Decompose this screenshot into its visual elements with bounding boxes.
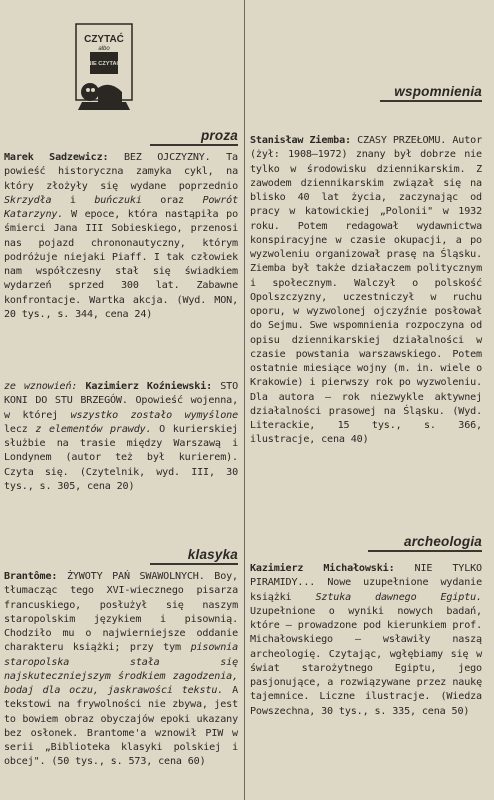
article-author: Brantôme:	[4, 571, 58, 582]
article-author: Kazimierz Michałowski:	[250, 563, 395, 574]
article-text: Boy, tłumacząc tego XVI-wiecznego pisarza francuskiego, posłużył się naszym staropolskim językiem i pisownią. Chodziło mu o najwierniejsze oddanie charakteru książki; przy tym	[4, 571, 238, 654]
section-label-archeologia: archeologia	[404, 534, 482, 549]
article-prefix: ze wznowień:	[4, 381, 78, 392]
article-text: A tekstowi na frywolności nie zbywa, jest to bowiem obraz obyczajów epoki ukazany bez osłonek. Brantome'a wznowił PIW w serii „Biblioteka klasyki polskiej i obcej". (50 tys., s. 573, cena 60)	[4, 685, 238, 768]
section-head-klasyka	[150, 547, 238, 565]
column-divider	[244, 0, 245, 800]
article-title: STO KONI DO STU BRZEGÓW.	[4, 381, 238, 407]
article-brantome	[4, 570, 238, 770]
article-author: Kazimierz Koźniewski:	[85, 381, 213, 392]
article-title: NIE TYLKO PIRAMIDY...	[250, 563, 482, 589]
logo-text-3: NIE CZYTAĆ	[87, 61, 121, 67]
article-emphasis: wszystko zostało wymyślone	[70, 409, 238, 421]
article-title: ŻYWOTY PAŃ SWAWOLNYCH.	[66, 571, 205, 582]
section-label-wspomnienia: wspomnienia	[394, 84, 482, 99]
article-text: W epoce, która nastąpiła po śmierci Jana III Sobieskiego, przenosi nas pojazd chrononautyczny, którym podróżuje niejaki Piaff. I tak człowiek nam współczesny stał się świadkiem wydarzeń sprzed 300 lat. Zabawne konfrontacje. Wartka akcja. (Wyd. MON, 20 tys., s. 344, cena 24)	[4, 209, 238, 320]
article-text: Uzupełnione o wyniki nowych badań, które — prowadzone pod kierunkiem prof. Michałowskiego — wsławiły naszą archeologię. Czytając, wgłębiamy się w świat starożytnego Egiptu, jego pasjonujące, a rozwiązywane przez naukę tajemnice. Liczne ilustracje. (Wiedza Powszechna, 30 tys., s. 335, cena 50)	[250, 605, 482, 717]
section-head-archeologia	[368, 534, 482, 552]
logo-text-2: albo	[98, 46, 110, 52]
article-author: Stanisław Ziemba:	[250, 135, 351, 146]
article-author: Marek Sadzewicz:	[4, 152, 109, 163]
article-text: lecz	[4, 423, 28, 435]
book-title: Sztuka dawnego Egiptu.	[315, 591, 482, 603]
article-title: BEZ OJCZYZNY.	[123, 152, 211, 163]
article-emphasis: z elementów prawdy.	[35, 423, 152, 435]
right-column	[250, 0, 488, 800]
article-text: O kurierskiej służbie na trasie między Warszawą i Londynem (autor też był kurierem). Czyta się. (Czytelnik, wyd. III, 30 tys., s. 305, cena 20)	[4, 423, 238, 492]
article-text: Ta powieść historyczna zamyka cykl, na który złożyły się wydane poprzednio	[4, 152, 238, 192]
article-text: Opowieść wojenna, w której	[4, 395, 238, 421]
article-michalowski	[250, 562, 482, 719]
article-text: Autor (żył: 1908—1972) znany był dobrze nie tylko w środowisku dziennikarskim. Z zawodem dziennikarskim związał się na blisko 40 lat życia, zaczynając od pracy w katowickiej „Polonii" w 1932 roku. Potem redagował wydawnictwa konspiracyjne w czasie okupacji, a po wyzwoleniu organizował prasę na Śląsku. Ziemba był także działaczem politycznym i społecznym. Walczył o polskość Opolszczyzny, uczestniczył w ruchu oporu, w wyzwolonej ojczyźnie posłował do Sejmu. Swe wspomnienia rozpoczyna od opisu dziennikarskiej działalności w czasie powstania warszawskiego. Potem ostatnie miesiące wojny (m. in. wiele o Krakowie) i pierwszy rok po wyzwoleniu. Dla autora — rok niezwykle aktywnej działalności prasowej na Śląsku. (Wyd. Literackie, 15 tys., s. 366, ilustracje, cena 40)	[250, 135, 482, 446]
article-text: oraz	[160, 194, 184, 206]
left-column	[4, 0, 240, 800]
czytac-albo-nie-czytac-logo	[68, 18, 140, 118]
article-sadzewicz	[4, 151, 238, 322]
book-title: Skrzydła	[4, 194, 52, 206]
book-title: buńczuki	[94, 194, 142, 206]
article-kozniewski	[4, 380, 238, 494]
section-label-klasyka: klasyka	[187, 547, 238, 562]
section-head-proza	[150, 128, 238, 146]
article-title: CZASY PRZEŁOMU.	[357, 135, 447, 146]
section-label-proza: proza	[200, 128, 238, 143]
section-head-wspomnienia	[380, 84, 482, 102]
book-title: Powrót Katarzyny.	[4, 194, 238, 220]
article-text: Nowe uzupełnione wydanie książki	[250, 577, 482, 603]
article-text: i	[69, 194, 76, 206]
logo-text-1: CZYTAĆ	[84, 34, 124, 45]
article-emphasis: pisownia staropolska stała się najskuteczniejszym środkiem zagodzenia, bodaj dla oczu, jaskrawości tekstu.	[4, 642, 238, 696]
article-ziemba	[250, 134, 482, 448]
